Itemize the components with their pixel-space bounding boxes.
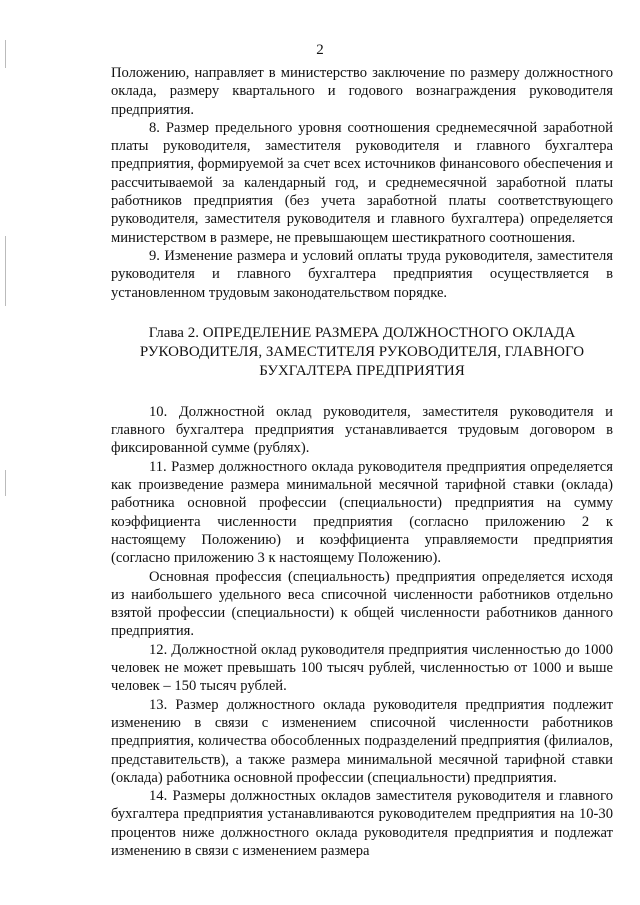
scan-edge-mark [5,470,6,496]
chapter-heading-line-2: РУКОВОДИТЕЛЯ, ЗАМЕСТИТЕЛЯ РУКОВОДИТЕЛЯ, ГЛАВНОГО [139,343,585,360]
paragraph-item-12: 12. Должностной оклад руководителя предприятия численностью до 1000 человек не может превышать 100 тысяч рублей, численностью от 1000 и выше человек – 150 тысяч рублей. [111,641,613,695]
chapter-heading-line-1: Глава 2. ОПРЕДЕЛЕНИЕ РАЗМЕРА ДОЛЖНОСТНОГО ОКЛАДА [148,324,576,341]
chapter-heading-line-3: БУХГАЛТЕРА ПРЕДПРИЯТИЯ [259,362,465,379]
paragraph-item-10: 10. Должностной оклад руководителя, заместителя руководителя и главного бухгалтера предприятия устанавливается трудовым договором в фиксированной сумме (рублях). [111,403,613,457]
paragraph-item-11: 11. Размер должностного оклада руководителя предприятия определяется как произведение размера минимальной месячной тарифной ставки (оклада) работника основной профессии (специальности) предприятия на сумму коэффициента численности предприятия (согласно приложению 2 к настоящему Положению) и коэффициента управляемости предприятия (согласно приложению 3 к настоящему Положению). [111,458,613,567]
paragraph-item-9: 9. Изменение размера и условий оплаты труда руководителя, заместителя руководителя и главного бухгалтера предприятия осуществляется в установленном трудовым законодательством порядке. [111,247,613,301]
paragraph-continuation: Положению, направляет в министерство заключение по размеру должностного оклада, размеру квартального и годового вознаграждения руководителя предприятия. [111,65,613,118]
paragraph-item-8: 8. Размер предельного уровня соотношения среднемесячной заработной платы руководителя, заместителя руководителя и главного бухгалтера предприятия, формируемой за счет всех источников финансового обеспечения и рассчитываемой за календарный год, и среднемесячной заработной платы работников предприятия (без учета заработной платы соответствующего руководителя, заместителя руководителя и главного бухгалтера) определяется министерством в размере, не превышающем шестикратного соотношения. [111,119,613,246]
scan-edge-mark [5,236,6,306]
paragraph-item-14: 14. Размеры должностных окладов заместителя руководителя и главного бухгалтера предприятия устанавливаются руководителем предприятия на 10-30 процентов ниже должностного оклада руководителя предприятия и подлежат изменению в связи с изменением размера [111,788,613,859]
paragraph-item-13: 13. Размер должностного оклада руководителя предприятия подлежит изменению в связи с изменением списочной численности работников предприятия, количества обособленных подразделений предприятия (филиалов, представительств), а также размера минимальной месячной тарифной ставки (оклада) работника основной профессии (специальности) предприятия. [111,696,613,786]
page-number: 2 [316,42,324,58]
paragraph-main-profession: Основная профессия (специальность) предприятия определяется исходя из наибольшего удельного веса списочной численности работников отдельно взятой профессии (специальности) к общей численности работников данного предприятия. [111,568,613,640]
chapter-heading [111,324,613,381]
document-body [111,64,613,860]
